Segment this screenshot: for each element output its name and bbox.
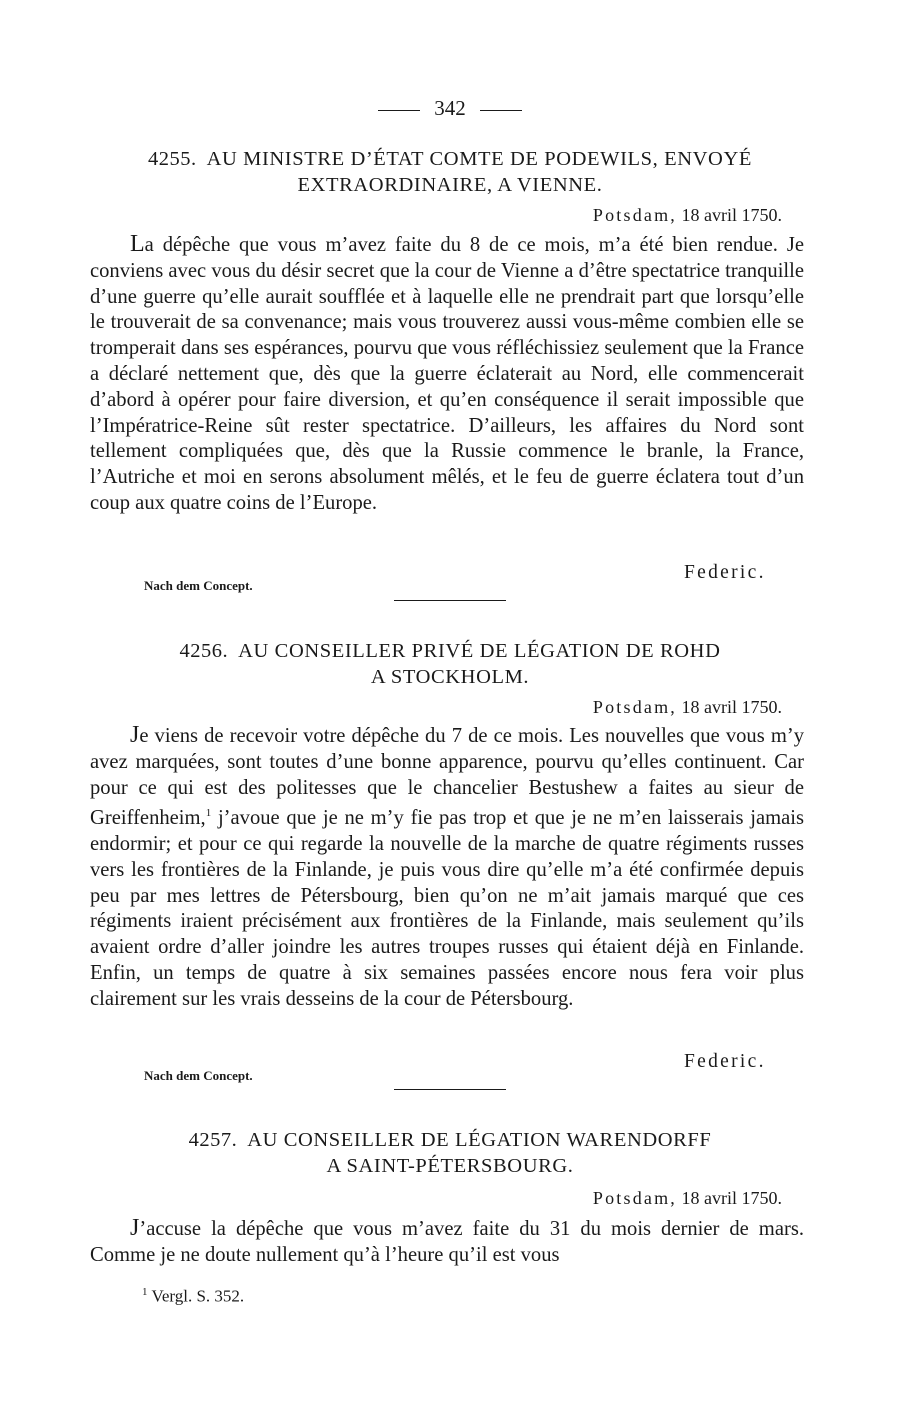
letter-recipient: AU CONSEILLER DE LÉGATION WARENDORFF <box>247 1129 712 1151</box>
letter-heading-line-2: A SAINT-PÉTERSBOURG. <box>326 1155 574 1177</box>
letter-body-text-continued: j’avoue que je ne m’y fie pas trop et que je ne m’en laisserais jamais endormir; et pour ce qui regarde la nouvelle de la marche de quatre régiments russes vers les frontières de la Finlande, je puis vous dire qu’elle m’a été confirmée depuis peu par mes lettres de Pétersbourg, bien qu’on ne m’ait jamais marqué que ces régiments iraient précisément aux frontières de la Finlande, mais seulement qu’ils avaient ordre d’aller joindre les autres troupes russes qui étaient déjà en Finlande. Enfin, un temps de quatre à six semaines passées encore nous fera voir plus clairement sur les vrais desseins de la cour de Pétersbourg. <box>90 807 804 1010</box>
dateline-place: Potsdam, <box>592 205 677 225</box>
dateline <box>400 1188 782 1209</box>
letter-heading-line-1 <box>60 638 840 664</box>
footnote <box>142 1286 244 1307</box>
section-divider <box>394 600 506 601</box>
signature: Federic. <box>684 562 766 583</box>
page-number-dash-left <box>378 110 420 111</box>
drop-cap: J <box>130 1215 140 1241</box>
drop-cap: L <box>130 231 145 257</box>
dateline-date: 18 avril 1750. <box>681 1188 782 1208</box>
letter-heading-line-1 <box>60 146 840 172</box>
page-number-text: 342 <box>434 96 466 120</box>
dateline-place: Potsdam, <box>592 697 677 717</box>
source-note: Nach dem Concept. <box>144 1068 253 1083</box>
letter-heading-line-1 <box>60 1127 840 1153</box>
letter-recipient: AU MINISTRE D’ÉTAT COMTE DE PODEWILS, ENVOYÉ <box>206 148 752 170</box>
letter-number: 4257. <box>188 1129 238 1151</box>
dateline-date: 18 avril 1750. <box>681 205 782 225</box>
letter-body <box>90 723 804 1013</box>
section-divider <box>394 1089 506 1090</box>
letter-number: 4255. <box>147 148 197 170</box>
footnote-marker: 1 <box>205 807 212 820</box>
page-number-dash-right <box>480 110 522 111</box>
drop-cap: J <box>130 722 140 748</box>
letter-number: 4256. <box>179 640 229 662</box>
footnote-text: Vergl. S. 352. <box>151 1286 245 1306</box>
letter-heading <box>60 638 840 690</box>
dateline <box>400 697 782 718</box>
letter-body <box>90 232 804 517</box>
letter-recipient: AU CONSEILLER PRIVÉ DE LÉGATION DE ROHD <box>238 640 721 662</box>
letter-body-text: ’accuse la dépêche que vous m’avez faite du 31 du mois dernier de mars. Comme je ne doute nullement qu’à l’heure qu’il est vous <box>90 1218 804 1266</box>
letter-body <box>90 1216 804 1269</box>
letter-body-text: a dépêche que vous m’avez faite du 8 de ce mois, m’a été bien rendue. Je conviens avec vous du désir secret que la cour de Vienne a d’être spectatrice tranquille d’une guerre qu’elle aurait soufflée et à laquelle elle ne prendrait part que lorsqu’elle le trouverait de sa convenance; mais vous trouverez aussi vous-même combien elle se tromperait dans ses espérances, pourvu que vous réfléchissiez seulement que la France a déclaré nettement que, dès que la guerre éclaterait au Nord, elle commencerait d’abord à opérer pour faire diversion, et qu’en conséquence il serait impossible que l’Impératrice-Reine sût rester spectatrice. D’ailleurs, les affaires du Nord sont tellement compliquées que, dès que la Russie commence le branle, la France, l’Autriche et moi en serons absolument mêlés, et le feu de guerre éclatera tout d’un coup aux quatre coins de l’Europe. <box>90 234 804 514</box>
dateline-date: 18 avril 1750. <box>681 697 782 717</box>
letter-body-text: e viens de recevoir votre dépêche du 7 de ce mois. Les nouvelles que vous m’y avez marquées, sont toutes d’une bonne apparence, pourvu qu’elles continuent. Car pour ce qui est des politesses que le chancelier Bestushew a faites au sieur de Greiffenheim, <box>90 725 804 830</box>
page-number <box>0 96 900 121</box>
dateline <box>400 205 782 226</box>
dateline-place: Potsdam, <box>592 1188 677 1208</box>
letter-heading <box>60 146 840 198</box>
letter-heading-line-2: A STOCKHOLM. <box>370 666 530 688</box>
signature: Federic. <box>684 1051 766 1072</box>
letter-heading-line-2: EXTRAORDINAIRE, A VIENNE. <box>297 174 603 196</box>
source-note: Nach dem Concept. <box>144 578 253 593</box>
footnote-number: 1 <box>142 1286 148 1298</box>
letter-heading <box>60 1127 840 1179</box>
